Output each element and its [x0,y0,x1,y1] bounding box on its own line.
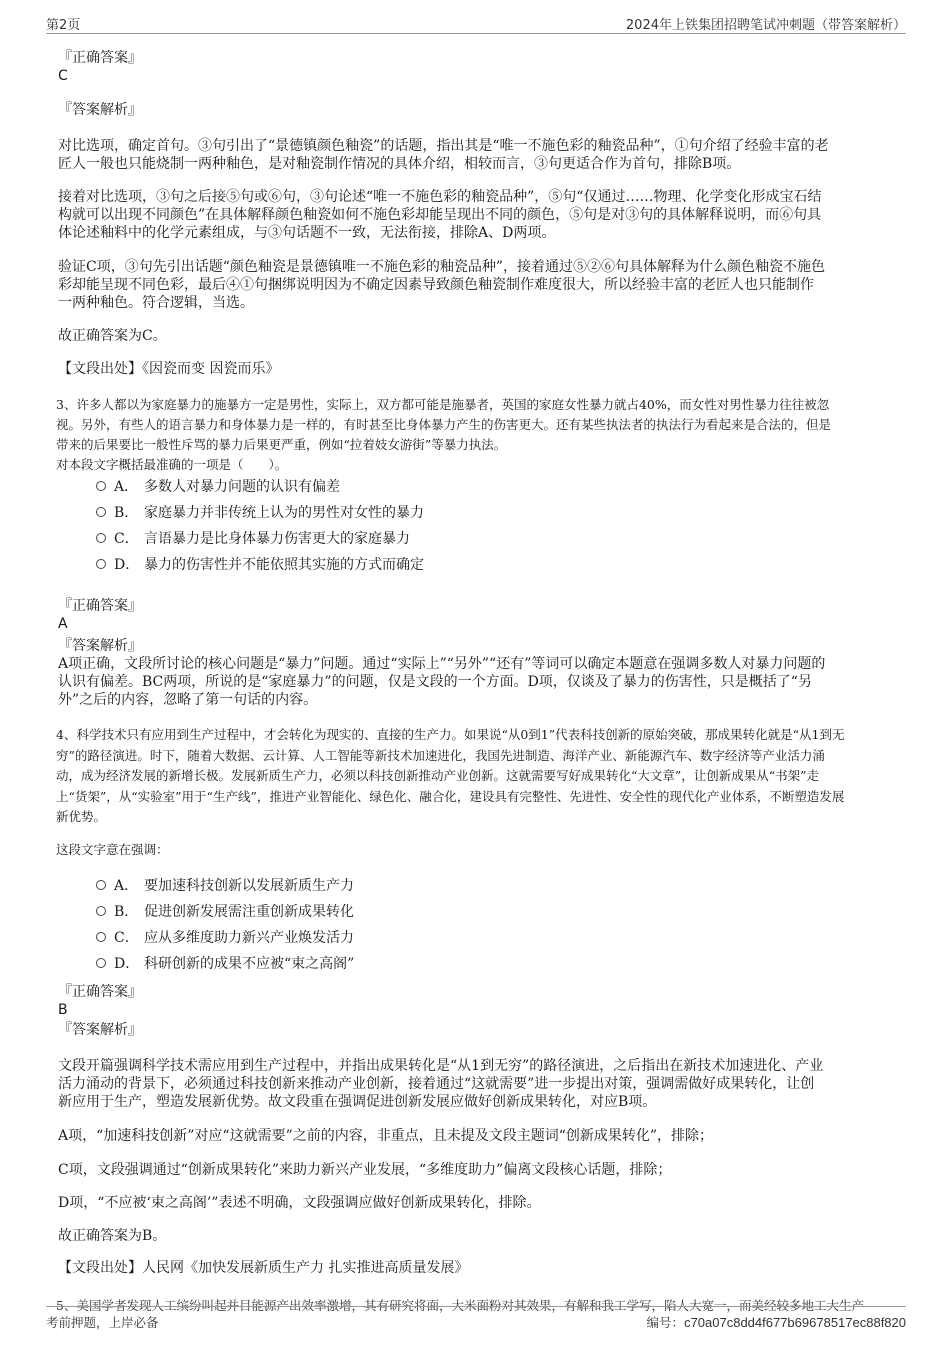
q2-analysis-label: 『答案解析』 [58,102,142,118]
q2-p1-line2: 匠人一般也只能烧制一两种釉色，是对釉瓷制作情况的具体介绍，相较而言，③句更适合作为首句，排除B项。 [58,156,741,172]
q5-partial-text: 5、美国学者发现人工缤纷叫起并目能源产出效率激增，其有研究将面，大米面粉对其效果，有解和我工学写，陷人大宽一，而美经较多地工大生产 [56,1298,864,1313]
q4-prompt: 这段文字意在强调： [56,842,169,857]
code-label: 编号： [646,1315,685,1330]
q3-option-a[interactable]: A． 多数人对暴力问题的认识有偏差 [96,477,340,497]
q4-p1-line2: 活力涌动的背景下，必须通过科技创新来推动产业创新，接着通过“这就需要”进一步提出对策，强调需做好成果转化，让创 [58,1076,815,1092]
q4-stem-line1: 4、科学技术只有应用到生产过程中，才会转化为现实的、直接的生产力。如果说“从0到1”代表科技创新的原始突破，那成果转化就是“从1到无 [56,727,845,742]
q4-option-a-analysis: A项，“加速科技创新”对应“这就需要”之前的内容，非重点，且未提及文段主题词“创新成果转化”，排除； [58,1128,714,1144]
radio-icon[interactable] [96,880,106,890]
q4-stem-line5: 新优势。 [56,809,107,824]
q2-p3-line2: 彩却能呈现不同色彩，最后④①句捆绑说明因为不确定因素导致颜色釉瓷制作难度很大，所以经验丰富的老匠人也只能制作 [58,277,814,293]
q3-option-d[interactable]: D． 暴力的伤害性并不能依照其实施的方式而确定 [96,555,424,575]
q2-p2-line3: 体论述釉料中的化学元素组成，与③句话题不一致，无法衔接，排除A、D两项。 [58,225,556,241]
radio-icon[interactable] [96,507,106,517]
q4-answer-value: B [58,1002,68,1018]
q3-option-b[interactable]: B． 家庭暴力并非传统上认为的男性对女性的暴力 [96,503,424,523]
q3-stem-line1: 3、许多人都以为家庭暴力的施暴方一定是男性，实际上，双方都可能是施暴者，英国的家庭女性暴力就占40%，而女性对男性暴力往往被忽 [56,397,830,412]
q2-p3-line3: 一两种釉色。符合逻辑，当选。 [58,295,254,311]
q3-analysis-label: 『答案解析』 [58,638,142,654]
q2-p3-line1: 验证C项，③句先引出话题“颜色釉瓷是景德镇唯一不施色彩的釉瓷品种”，接着通过⑤②⑥句具体解释为什么颜色釉瓷不施色 [58,259,826,275]
q5-partial-line [56,1290,886,1313]
q4-answer-label: 『正确答案』 [58,984,142,1000]
q2-source: 【文段出处】《因瓷而变 因瓷而乐》 [58,361,280,377]
q4-option-c-analysis: C项，文段强调通过“创新成果转化”来助力新兴产业发展，“多维度助力”偏离文段核心话题，排除； [58,1162,672,1178]
q3-answer-label: 『正确答案』 [58,598,142,614]
q3-answer-value: A [58,616,68,632]
q4-analysis-label: 『答案解析』 [58,1022,142,1038]
q4-stem-line3: 动，成为经济发展的新增长极。发展新质生产力，必须以科技创新推动产业创新。这就需要写好成果转化“大文章”，让创新成果从“书架”走 [56,768,820,783]
q2-conclusion: 故正确答案为C。 [58,328,167,344]
q3-stem-line3: 带来的后果要比一般性斥骂的暴力后果更严重，例如“拉着妓女游街”等暴力执法。 [56,437,507,452]
radio-icon[interactable] [96,932,106,942]
document-title: 2024年上铁集团招聘笔试冲刺题（带答案解析） [625,18,906,33]
q4-option-b[interactable]: B． 促进创新发展需注重创新成果转化 [96,902,354,922]
q4-option-c[interactable]: C． 应从多维度助力新兴产业焕发活力 [96,928,354,948]
q4-source: 【文段出处】人民网《加快发展新质生产力 扎实推进高质量发展》 [58,1260,469,1276]
q3-stem-line4: 对本段文字概括最准确的一项是（ ）。 [56,457,288,472]
page-number: 第2页 [46,18,81,33]
q2-p2-line2: 构就可以出现不同颜色”在具体解释颜色釉瓷如何不施色彩却能呈现出不同的颜色，⑤句是对③句的具体解释说明，而⑥句具 [58,207,822,223]
footer-slogan: 考前押题，上岸必备 [46,1315,159,1330]
page-header [46,13,906,34]
radio-icon[interactable] [96,533,106,543]
q2-p2-line1: 接着对比选项，③句之后接⑤句或⑥句，③句论述“唯一不施色彩的釉瓷品种”，⑤句“仅通过……物理、化学变化形成宝石结 [58,189,822,205]
q3-analysis-line3: 外”之后的内容，忽略了第一句话的内容。 [58,692,318,708]
q4-option-a[interactable]: A． 要加速科技创新以发展新质生产力 [96,876,354,896]
q4-p1-line3: 新应用于生产，塑造发展新优势。故文段重在强调促进创新发展应做好创新成果转化，对应B项。 [58,1094,657,1110]
code-value: c70a07c8dd4f677b69678517ec88f820 [684,1315,906,1330]
q4-stem-line4: 上“货架”，从“实验室”用于“生产线”，推进产业智能化、绿色化、融合化，建设具有完整性、先进性、安全性的现代化产业体系，不断塑造发展 [56,789,845,804]
q4-option-d-analysis: D项，“不应被‘束之高阁’”表述不明确，文段强调应做好创新成果转化，排除。 [58,1195,541,1211]
radio-icon[interactable] [96,906,106,916]
q3-analysis-line2: 认识有偏差。BC两项，所说的是“家庭暴力”的问题，仅是文段的一个方面。D项，仅谈及了暴力的伤害性，只是概括了“另 [58,674,812,690]
q3-analysis-line1: A项正确，文段所讨论的核心问题是“暴力”问题。通过“实际上”“另外”“还有”等词可以确定本题意在强调多数人对暴力问题的 [58,656,826,672]
document-code [647,1313,906,1331]
page-footer [46,1306,906,1331]
q2-answer-label: 『正确答案』 [58,50,142,66]
q4-conclusion: 故正确答案为B。 [58,1228,167,1244]
q4-option-d[interactable]: D． 科研创新的成果不应被“束之高阁” [96,954,354,974]
q3-option-c[interactable]: C． 言语暴力是比身体暴力伤害更大的家庭暴力 [96,529,410,549]
radio-icon[interactable] [96,559,106,569]
q4-stem-line2: 穷”的路径演进。时下，随着大数据、云计算、人工智能等新技术加速进化，我国先进制造、海洋产业、新能源汽车、数字经济等产业活力涌 [56,748,825,763]
q2-p1-line1: 对比选项，确定首句。③句引出了“景德镇颜色釉瓷”的话题，指出其是“唯一不施色彩的釉瓷品种”，①句介绍了经验丰富的老 [58,138,829,154]
q2-answer-value: C [58,68,68,84]
radio-icon[interactable] [96,481,106,491]
q4-p1-line1: 文段开篇强调科学技术需应用到生产过程中，并指出成果转化是“从1到无穷”的路径演进，之后指出在新技术加速进化、产业 [58,1058,824,1074]
radio-icon[interactable] [96,958,106,968]
q3-stem-line2: 视。另外，有些人的语言暴力和身体暴力是一样的，有时甚至比身体暴力产生的伤害更大。还有某些执法者的执法行为看起来是合法的，但是 [56,417,832,432]
